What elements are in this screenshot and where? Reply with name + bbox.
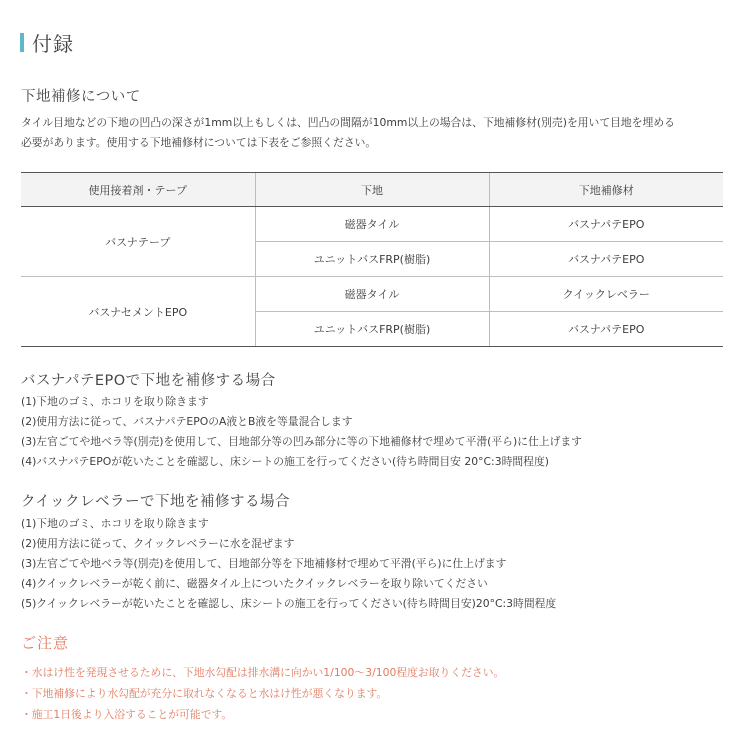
list-item: (2)使用方法に従って、バスナパテEPOのA液とB液を等量混合します [21, 415, 353, 428]
list-item: (3)左官ごてや地ベラ等(別売)を使用して、目地部分等を下地補修材で埋めて平滑(平ら)に仕上げます [21, 557, 507, 570]
putty-steps [21, 392, 582, 472]
list-item: (3)左官ごてや地ベラ等(別売)を使用して、目地部分等の凹み部分に等の下地補修材で埋めて平滑(平ら)に仕上げます [21, 435, 582, 448]
adhesive-cell: バスナテープ [21, 207, 255, 277]
list-item: (1)下地のゴミ、ホコリを取り除きます [21, 517, 209, 530]
list-item: (4)クイックレベラーが乾く前に、磁器タイル上についたクイックレベラーを取り除いてください [21, 577, 488, 590]
putty-section-heading: バスナパテEPOで下地を補修する場合 [21, 373, 276, 389]
list-item: (4)バスナパテEPOが乾いたことを確認し、床シートの施工を行ってください(待ち時間目安 20°C:3時間程度) [21, 455, 549, 468]
column-header-material: 下地補修材 [489, 173, 723, 207]
table-header-row [21, 173, 723, 207]
material-cell: バスナパテEPO [489, 312, 723, 347]
note-item: ・水はけ性を発現させるために、下地水勾配は排水溝に向かい1/100〜3/100程度お取りください。 [21, 666, 505, 679]
list-item: (5)クイックレベラーが乾いたことを確認し、床シートの施工を行ってください(待ち時間目安)20°C:3時間程度 [21, 597, 557, 610]
page-title-text: 付録 [32, 31, 74, 56]
material-cell: バスナパテEPO [489, 242, 723, 277]
list-item: (1)下地のゴミ、ホコリを取り除きます [21, 395, 209, 408]
title-accent-bar [20, 33, 24, 52]
repair-intro [21, 113, 731, 153]
repair-intro-line-1: タイル目地などの下地の凹凸の深さが1mm以上もしくは、凹凸の間隔が10mm以上の場合は、下地補修材(別売)を用いて目地を埋める [21, 116, 675, 129]
repair-material-table [21, 172, 723, 347]
list-item: (2)使用方法に従って、クイックレベラーに水を混ぜます [21, 537, 295, 550]
column-header-base: 下地 [255, 173, 489, 207]
note-item: ・下地補修により水勾配が充分に取れなくなると水はけ性が悪くなります。 [21, 687, 388, 700]
notes-list [21, 662, 504, 725]
base-cell: 磁器タイル [255, 277, 489, 312]
page-title [20, 28, 74, 56]
base-cell: ユニットバスFRP(樹脂) [255, 242, 489, 277]
leveler-section-heading: クイックレベラーで下地を補修する場合 [21, 494, 290, 510]
material-cell: クイックレベラー [489, 277, 723, 312]
notes-heading: ご注意 [21, 634, 70, 652]
material-cell: バスナパテEPO [489, 207, 723, 242]
leveler-steps [21, 514, 556, 614]
repair-heading: 下地補修について [21, 89, 141, 105]
adhesive-cell: バスナセメントEPO [21, 277, 255, 347]
base-cell: 磁器タイル [255, 207, 489, 242]
column-header-adhesive: 使用接着剤・テープ [21, 173, 255, 207]
repair-intro-line-2: 必要があります。使用する下地補修材については下表をご参照ください。 [21, 136, 377, 149]
table-row [21, 277, 723, 312]
table-row [21, 207, 723, 242]
note-item: ・施工1日後より入浴することが可能です。 [21, 708, 233, 721]
base-cell: ユニットバスFRP(樹脂) [255, 312, 489, 347]
